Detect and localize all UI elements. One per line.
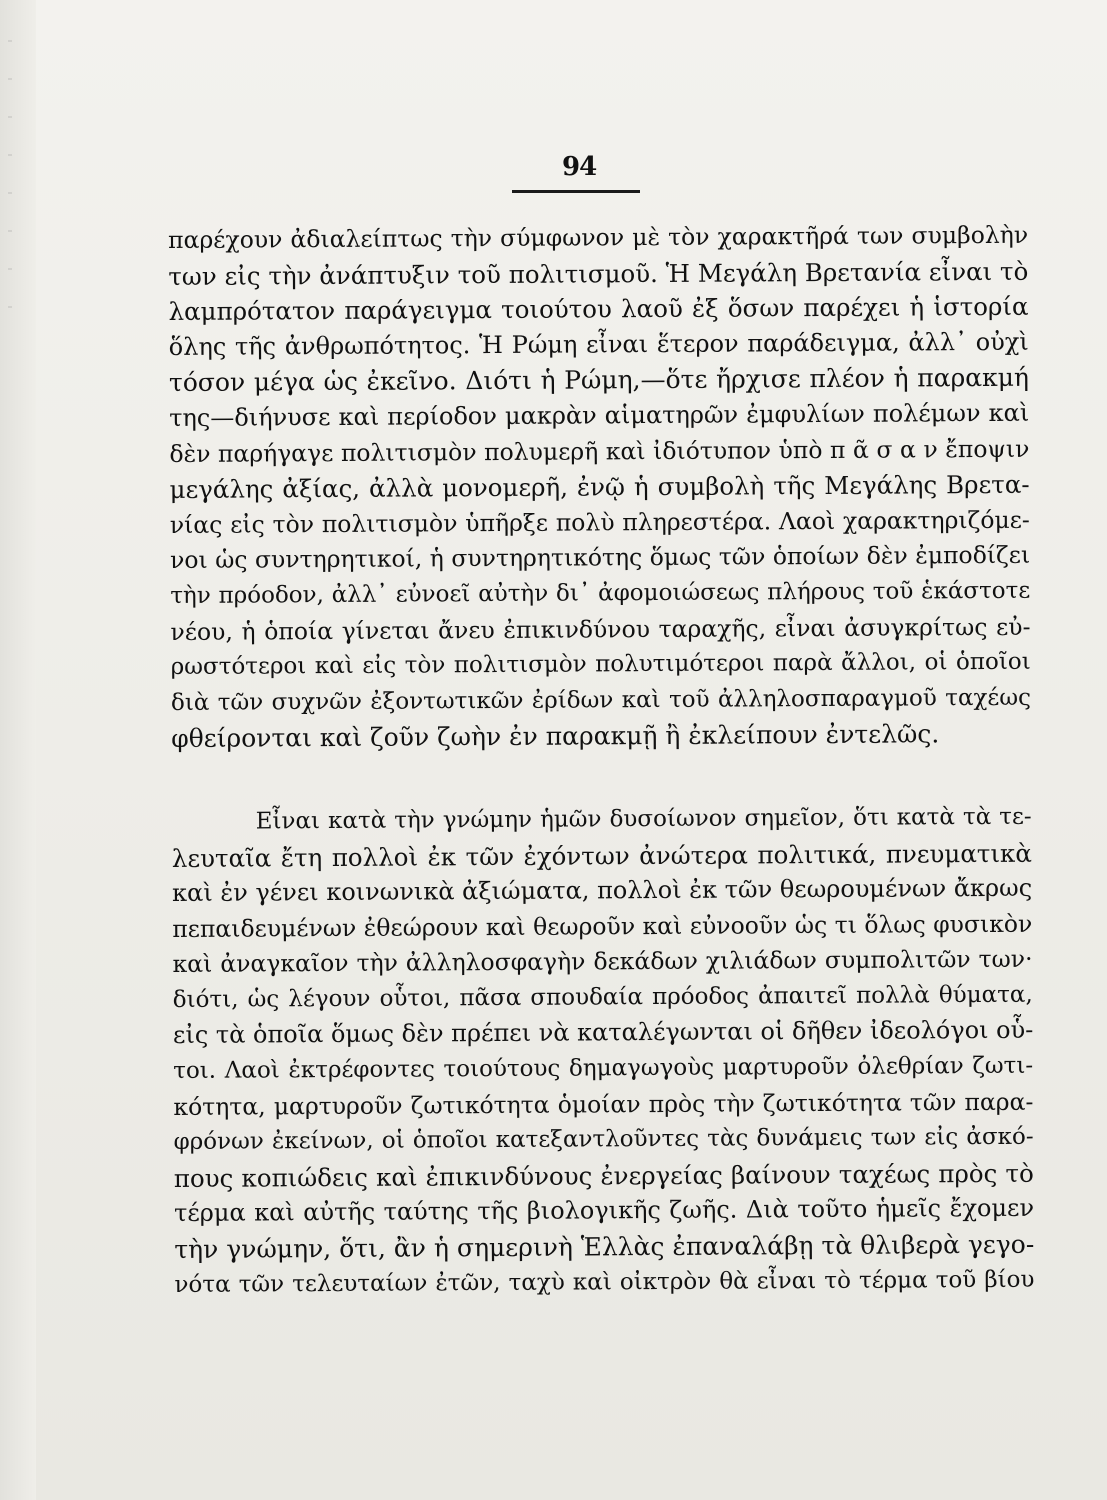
paragraph-1 [168,218,1031,757]
page-number-rule [512,190,640,193]
text-line: πους κοπιώδεις καὶ ἐπικινδύνους ἐνεργείας βαίνουν ταχέως πρὸς τὸ [173,1158,1034,1193]
text-line: μεγάλης ἀξίας, ἀλλὰ μονομερῆ, ἐνῷ ἡ συμβολὴ τῆς Μεγάλης Βρετα- [169,469,1030,505]
text-line: τόσον μέγα ὡς ἐκεῖνο. Διότι ἡ Ρώμη,—ὅτε ἤρχισε πλέον ἡ παρακμή [168,363,1030,398]
text-line: Εἶναι κατὰ τὴν γνώμην ἡμῶν δυσοίωνον σημεῖον, ὅτι κατὰ τὰ τε- [255,803,1032,835]
text-line: εἰς τὰ ὁποῖα ὅμως δὲν πρέπει νὰ καταλέγωνται οἱ δῆθεν ἰδεολόγοι οὗ- [172,1016,1034,1050]
text-line: κότητα, μαρτυροῦν ζωτικότητα ὁμοίαν πρὸς τὴν ζωτικότητα τῶν παρα- [173,1087,1034,1121]
text-line: ὅλης τῆς ἀνθρωπότητος. Ἡ Ρώμη εἶναι ἕτερον παράδειγμα, ἀλλ᾿ οὐχὶ [168,327,1029,361]
text-line: διὰ τῶν συχνῶν ἐξοντωτικῶν ἐρίδων καὶ τοῦ ἀλληλοσπαραγμοῦ ταχέως [170,684,1031,716]
text-line: τὴν πρόοδον, ἀλλ᾿ εὐνοεῖ αὐτὴν δι᾿ ἀφομοιώσεως πλήρους τοῦ ἑκάστοτε [170,577,1031,609]
text-line: νίας εἰς τὸν πολιτισμὸν ὑπῆρξε πολὺ πληρεστέρα. Λαοὶ χαρακτηριζόμε- [169,505,1030,539]
text-line: καὶ ἀναγκαῖον τὴν ἀλληλοσφαγὴν δεκάδων χιλιάδων συμπολιτῶν των· [172,945,1033,979]
margin-marks [8,40,12,340]
text-line: παρέχουν ἀδιαλείπτως τὴν σύμφωνον μὲ τὸν χαρακτῆρά των συμβολὴν [168,220,1029,254]
text-line: φρόνων ἐκείνων, οἱ ὁποῖοι κατεξαντλοῦντες τὰς δυνάμεις των εἰς ἀσκό- [173,1123,1034,1156]
text-line: τοι. Λαοὶ ἐκτρέφοντες τοιούτους δημαγωγοὺς μαρτυροῦν ὀλεθρίαν ζωτι- [173,1052,1034,1085]
text-line: λευταῖα ἔτη πολλοὶ ἐκ τῶν ἐχόντων ἀνώτερα πολιτικά, πνευματικὰ [171,838,1032,873]
page-number: 94 [562,152,597,182]
text-line: διότι, ὡς λέγουν οὗτοι, πᾶσα σπουδαία πρόοδος ἀπαιτεῖ πολλὰ θύματα, [172,981,1033,1013]
text-line: νέου, ἡ ὁποία γίνεται ἄνευ ἐπικινδύνου ταραχῆς, εἶναι ἀσυγκρίτως εὐ- [170,612,1031,646]
text-line: καὶ ἐν γένει κοινωνικὰ ἀξιώματα, πολλοὶ ἐκ τῶν θεωρουμένων ἄκρως [172,873,1033,908]
text-line: τέρμα καὶ αὐτῆς ταύτης τῆς βιολογικῆς ζωῆς. Διὰ τοῦτο ἡμεῖς ἔχομεν [173,1194,1035,1228]
text-line: τὴν γνώμην, ὅτι, ἂν ἡ σημερινὴ Ἑλλὰς ἐπαναλάβῃ τὰ θλιβερὰ γεγο- [174,1229,1035,1265]
body-text [168,218,1035,1303]
text-line: της—διήνυσε καὶ περίοδον μακρὰν αἱματηρῶν ἐμφυλίων πολέμων καὶ [169,398,1030,432]
text-line: ρωστότεροι καὶ εἰς τὸν πολιτισμὸν πολυτιμότεροι παρὰ ἄλλοι, οἱ ὁποῖοι [170,648,1031,681]
text-line: νοι ὡς συντηρητικοί, ἡ συντηρητικότης ὅμως τῶν ὁποίων δὲν ἐμποδίζει [169,541,1031,575]
text-line: φθείρονται καὶ ζοῦν ζωὴν ἐν παρακμῇ ἢ ἐκλείπουν ἐντελῶς. [171,719,940,754]
page-edge-shadow [0,0,36,1500]
text-line: πεπαιδευμένων ἐθεώρουν καὶ θεωροῦν καὶ εὐνοοῦν ὡς τι ὅλως φυσικὸν [172,909,1033,943]
text-line: νότα τῶν τελευταίων ἐτῶν, ταχὺ καὶ οἰκτρὸν θὰ εἶναι τὸ τέρμα τοῦ βίου [174,1266,1035,1298]
text-line: δὲν παρήγαγε πολιτισμὸν πολυμερῆ καὶ ἰδιότυπον ὑπὸ π ᾶ σ α ν ἔποψιν [169,434,1030,468]
text-line: λαμπρότατον παράγειγμα τοιούτου λαοῦ ἐξ ὅσων παρέχει ἡ ἱστορία [168,291,1029,327]
paragraph-2 [172,800,1035,1304]
text-line: των εἰς τὴν ἀνάπτυξιν τοῦ πολιτισμοῦ. Ἡ Μεγάλη Βρετανία εἶναι τὸ [168,256,1029,291]
